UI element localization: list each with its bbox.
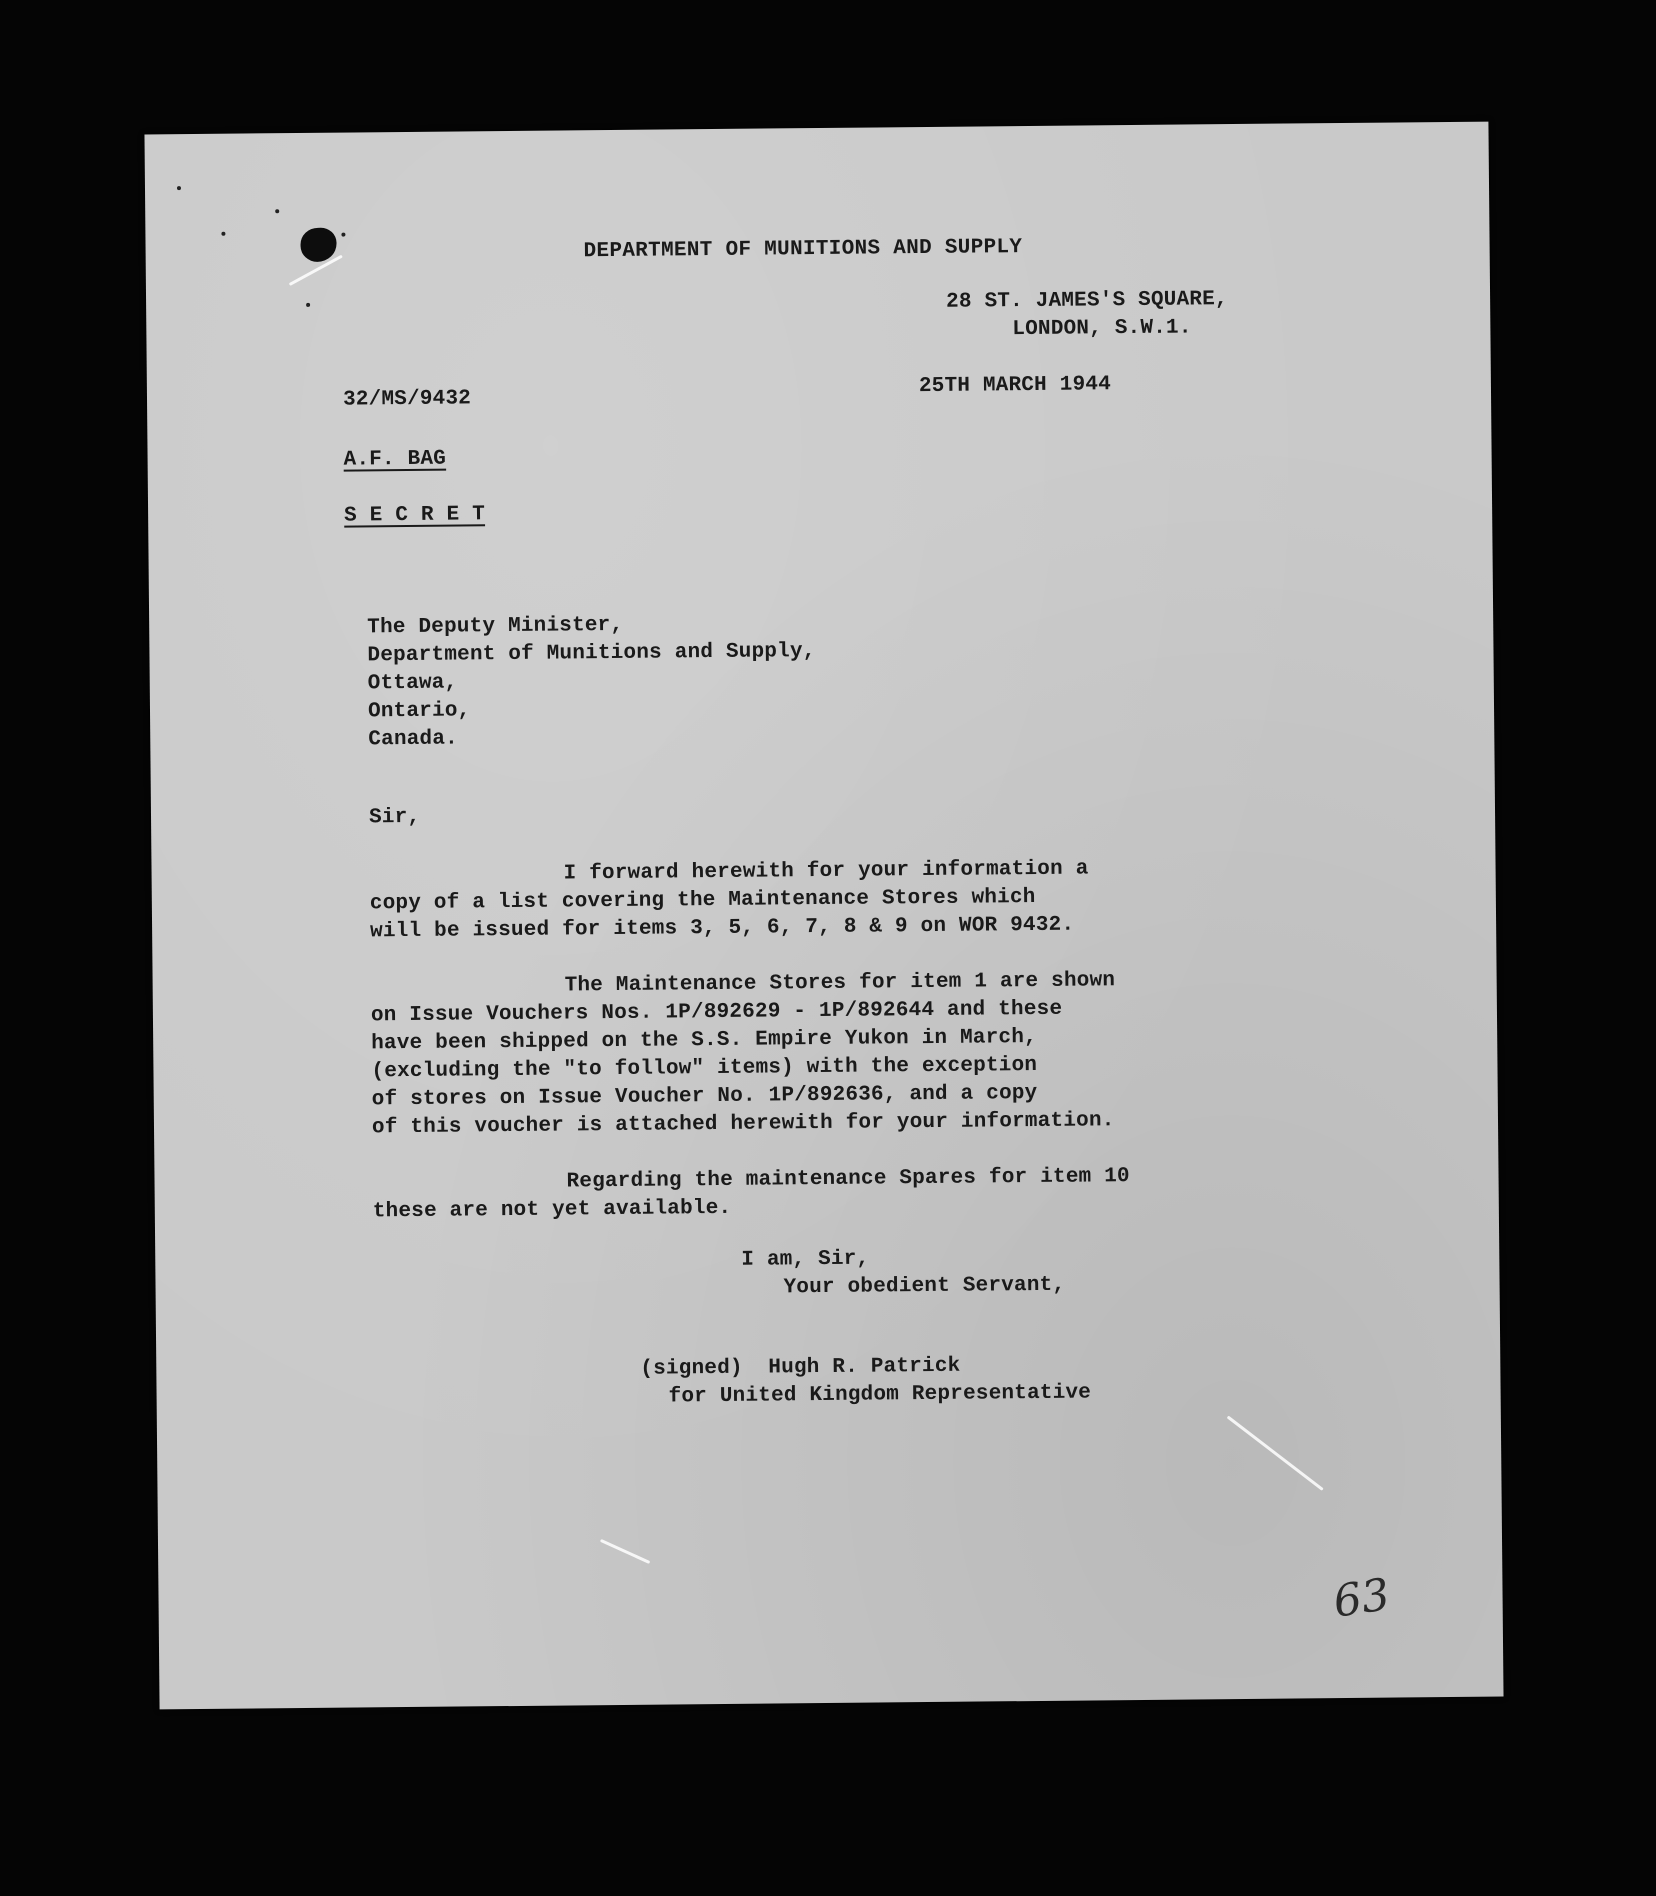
department-heading: DEPARTMENT OF MUNITIONS AND SUPPLY [583,236,1023,264]
ink-speck [275,209,279,213]
address-line-2: LONDON, S.W.1. [1012,316,1192,342]
classification-label: S E C R E T [344,503,486,528]
letter-paper [144,122,1503,1710]
signature-line-2: for United Kingdom Representative [668,1381,1092,1409]
scan-scratch [600,1539,650,1564]
closing-line-1: I am, Sir, [741,1247,870,1272]
ink-speck [306,303,310,307]
recipient-line-4: Ontario, [367,699,471,724]
paragraph-3-line-2: these are not yet available. [372,1196,732,1224]
paragraph-3-line-1: Regarding the maintenance Spares for item 10 [566,1165,1130,1194]
reference-number: 32/MS/9432 [342,387,472,412]
address-line-1: 28 ST. JAMES'S SQUARE, [946,288,1228,314]
recipient-line-1: The Deputy Minister, [367,613,624,640]
paragraph-2-line-4: (excluding the "to follow" items) with the exception [371,1053,1038,1084]
recipient-line-2: Department of Munitions and Supply, [367,640,816,668]
paragraph-2-line-5: of stores on Issue Voucher No. 1P/892636, and a copy [371,1081,1038,1112]
paragraph-2-line-2: on Issue Vouchers Nos. 1P/892629 - 1P/892644 and these [370,997,1063,1028]
recipient-line-5: Canada. [368,727,459,752]
signature-line-1: (signed) Hugh R. Patrick [640,1354,961,1381]
ink-speck [177,186,181,190]
routing-label: A.F. BAG [343,447,447,472]
scan-scratch [1227,1416,1324,1491]
ink-speck [341,233,345,237]
paragraph-2-line-1: The Maintenance Stores for item 1 are shown [564,969,1116,998]
closing-line-2: Your obedient Servant, [783,1273,1066,1300]
paragraph-2-line-3: have been shipped on the S.S. Empire Yukon in March, [371,1025,1038,1056]
handwritten-page-number: 63 [1330,1568,1394,1628]
letter-date: 25TH MARCH 1944 [918,373,1112,399]
salutation: Sir, [368,805,421,830]
paragraph-1-line-1: I forward herewith for your information a [563,857,1089,886]
ink-blot-mark [300,228,336,262]
paragraph-1-line-2: copy of a list covering the Maintenance Stores which [369,885,1036,916]
ink-speck [221,232,225,236]
paragraph-2-line-6: of this voucher is attached herewith for your information. [371,1109,1115,1140]
paragraph-1-line-3: will be issued for items 3, 5, 6, 7, 8 & 9 on WOR 9432. [370,913,1075,944]
recipient-line-3: Ottawa, [367,671,458,696]
